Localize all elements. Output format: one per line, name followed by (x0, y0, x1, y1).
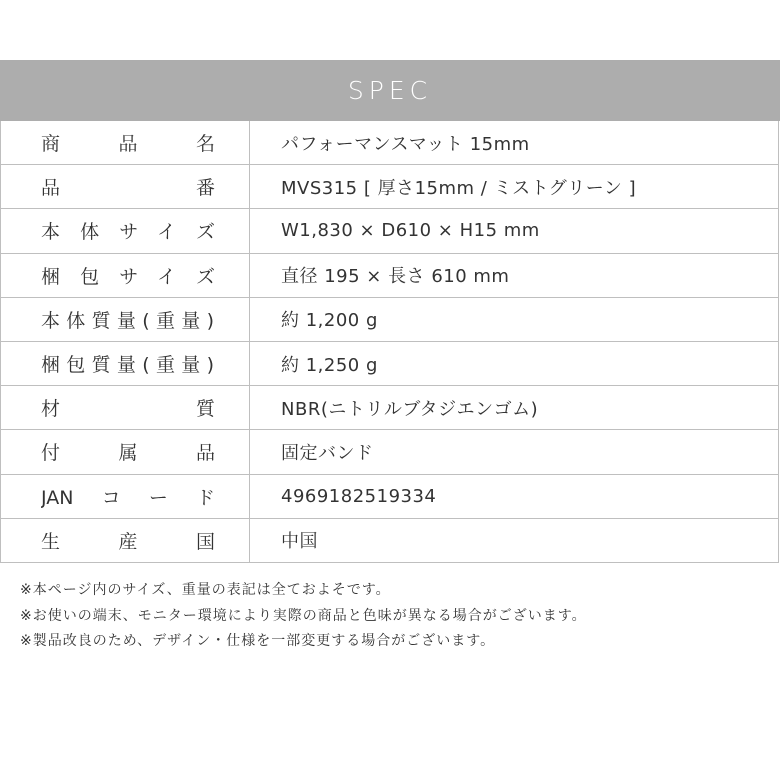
spec-label: 梱包質量(重量) (41, 354, 215, 377)
spec-label-cell (1, 209, 250, 252)
spec-label-cell (1, 519, 250, 562)
spec-row-package-weight (1, 342, 778, 386)
spec-label-cell (1, 475, 250, 518)
spec-value: 中国 (281, 531, 318, 553)
spec-row-body-weight (1, 298, 778, 342)
spec-value: パフォーマンスマット 15mm (281, 133, 530, 155)
spec-label-cell (1, 386, 250, 429)
spec-label: 材質 (41, 398, 215, 421)
spec-label: 商品名 (41, 133, 215, 156)
spec-label: 品番 (41, 177, 215, 200)
spec-row-product-name (1, 121, 778, 165)
spec-value: 固定バンド (281, 442, 374, 464)
notes (20, 578, 770, 655)
spec-label-cell (1, 298, 250, 341)
spec-label-cell (1, 165, 250, 208)
spec-row-country (1, 519, 778, 563)
spec-label-cell (1, 430, 250, 473)
spec-header (0, 60, 780, 121)
spec-value: 直径 195 × 長さ 610 mm (281, 266, 510, 288)
spec-value: W1,830 × D610 × H15 mm (281, 220, 540, 242)
spec-label: 付属品 (41, 442, 215, 465)
spec-value: 4969182519334 (281, 485, 437, 507)
spec-label-cell (1, 254, 250, 297)
spec-label: 本体質量(重量) (41, 309, 215, 332)
spec-label: JANコード (41, 486, 215, 509)
spec-row-material (1, 386, 778, 430)
spec-label: 梱包サイズ (41, 265, 215, 288)
spec-value: 約 1,250 g (281, 354, 378, 376)
note-line: ※お使いの端末、モニター環境により実際の商品と色味が異なる場合がございます。 (20, 607, 587, 624)
note-line: ※本ページ内のサイズ、重量の表記は全ておよそです。 (20, 582, 391, 598)
spec-label: 本体サイズ (41, 221, 215, 244)
spec-row-model-number (1, 165, 778, 209)
spec-row-package-size (1, 254, 778, 298)
spec-label-cell (1, 342, 250, 385)
spec-row-body-size (1, 209, 778, 253)
spec-value: NBR(ニトリルブタジエンゴム) (281, 398, 539, 420)
spec-title: SPEC (347, 76, 433, 105)
spec-value: MVS315 [ 厚さ15mm / ミストグリーン ] (281, 177, 637, 199)
spec-label: 生産国 (41, 530, 215, 553)
spec-row-jan-code (1, 475, 778, 519)
spec-label-cell (1, 121, 250, 164)
spec-value: 約 1,200 g (281, 310, 378, 332)
note-line: ※製品改良のため、デザイン・仕様を一部変更する場合がございます。 (20, 633, 496, 649)
spec-table (0, 121, 779, 563)
spec-row-accessories (1, 430, 778, 474)
